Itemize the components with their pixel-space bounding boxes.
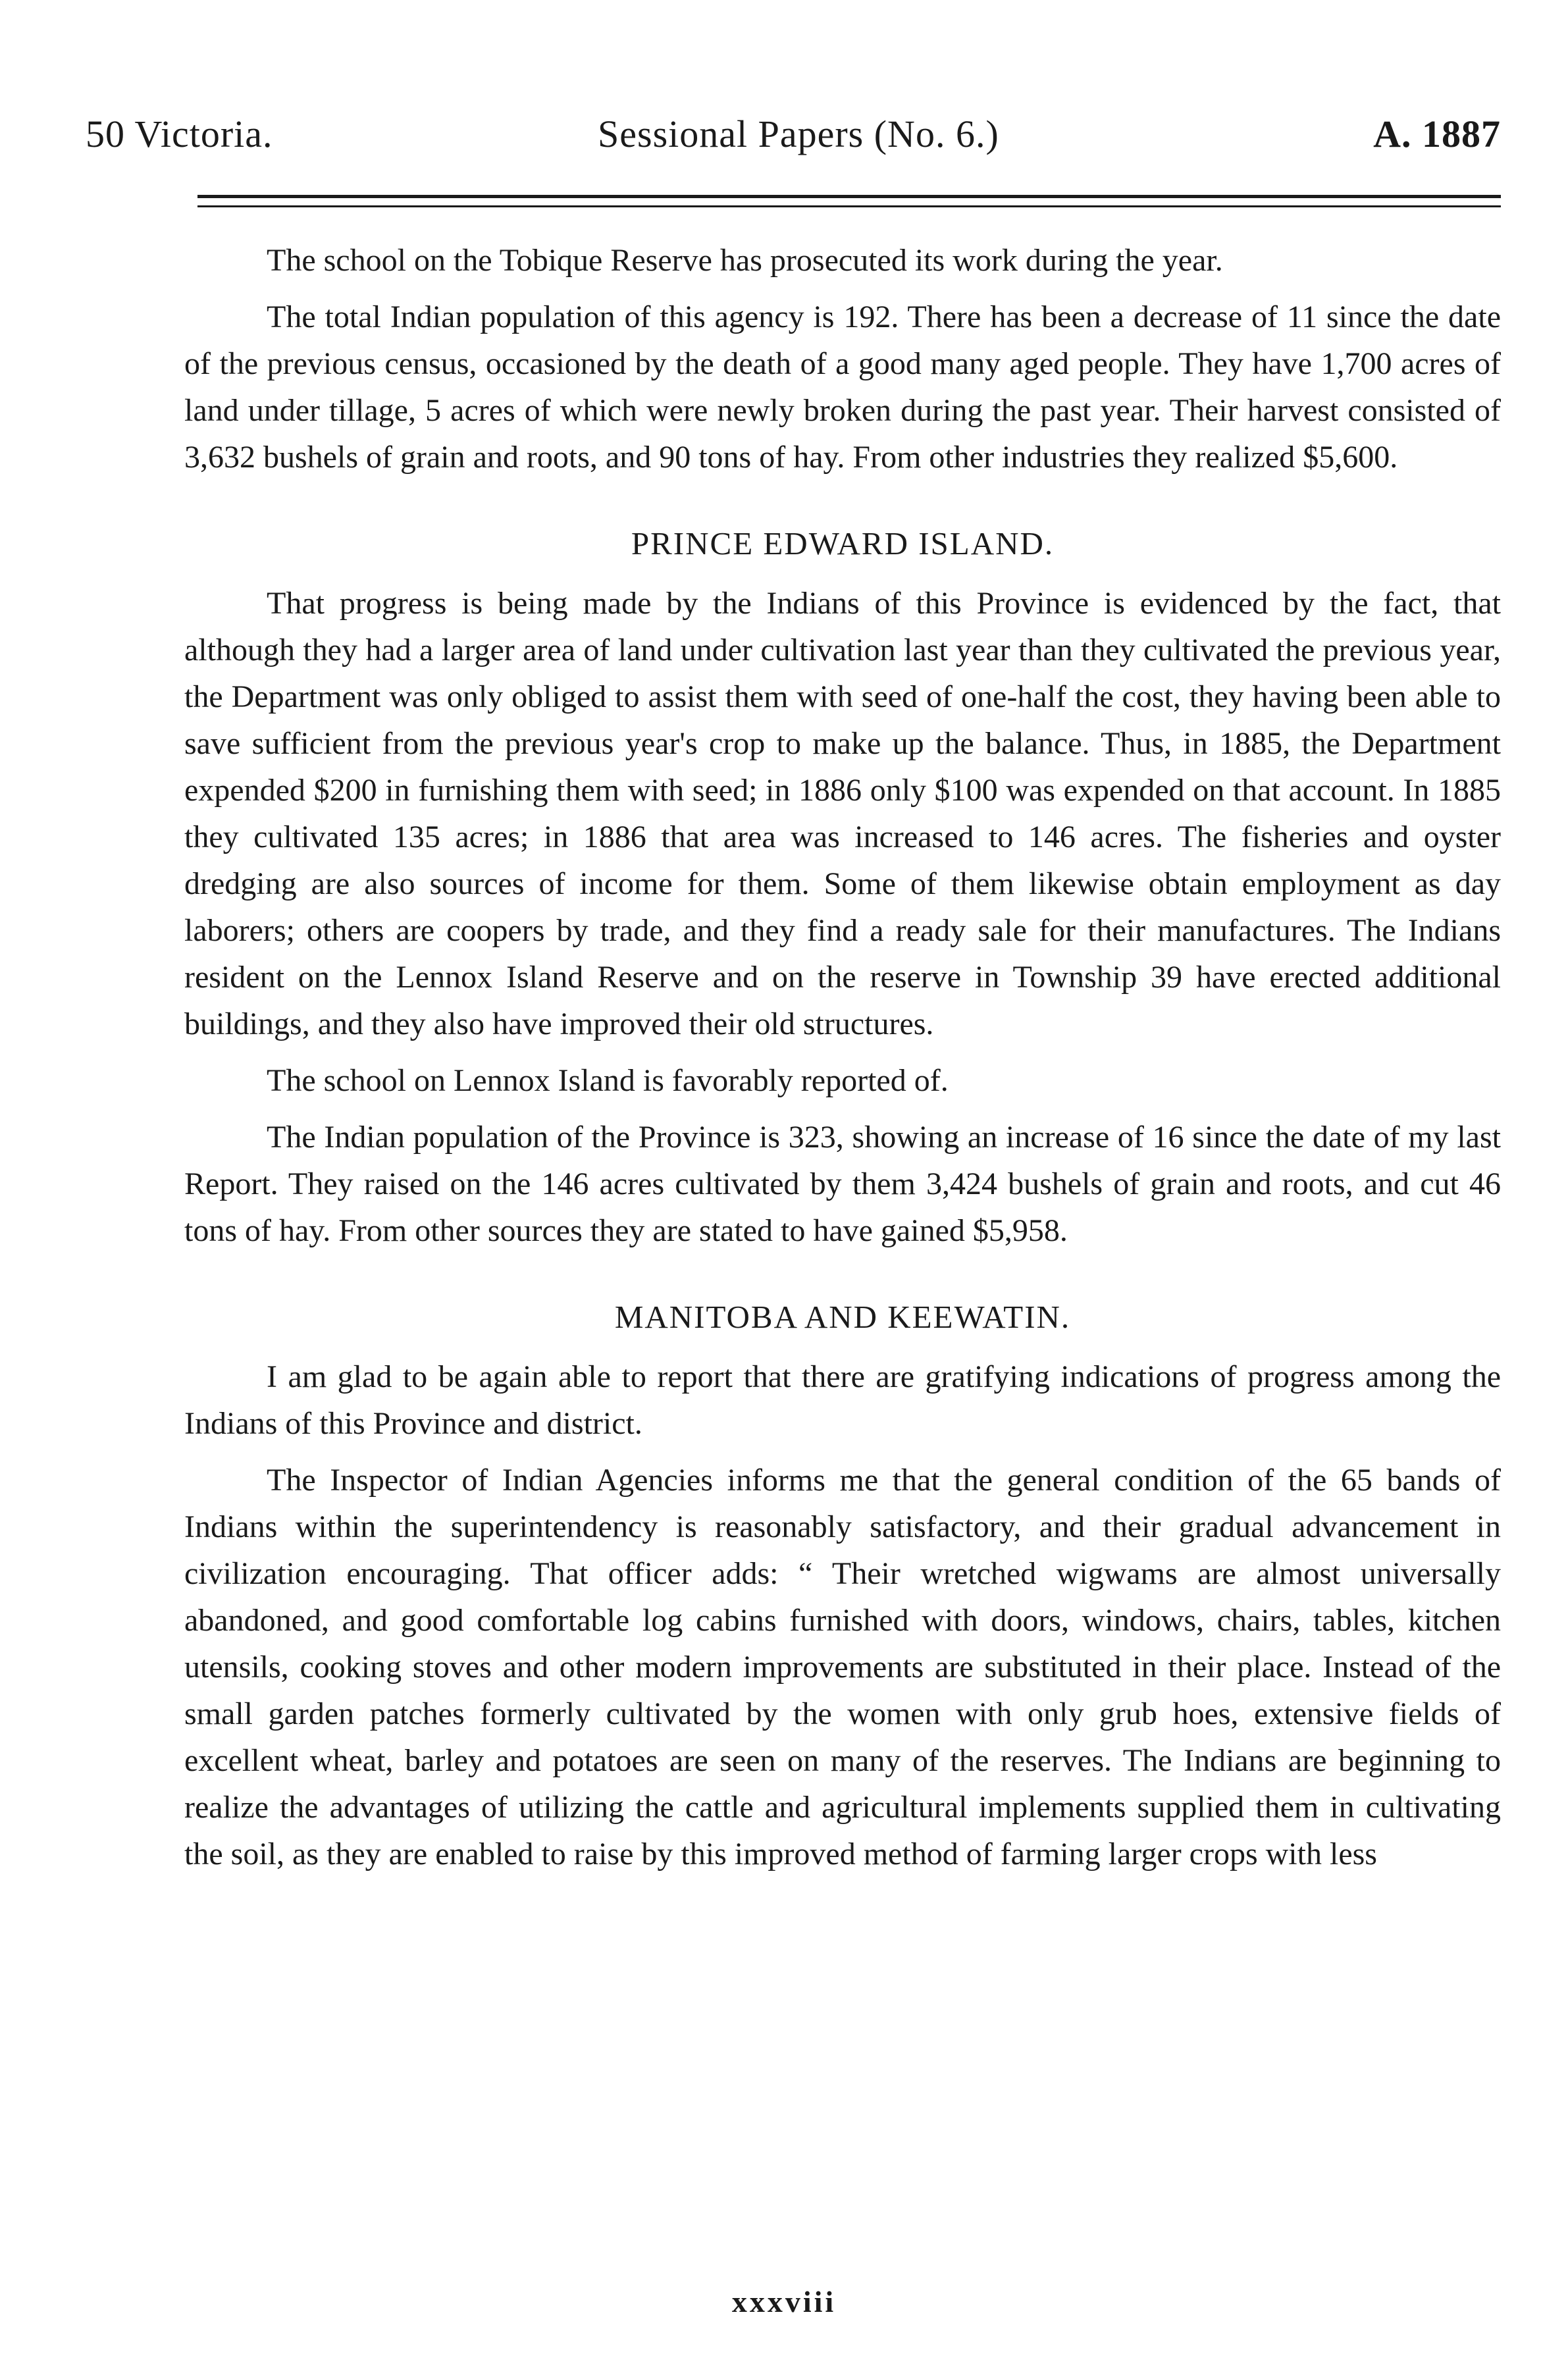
paragraph-lennox-school: The school on Lennox Island is favorably reported of. <box>267 1063 949 1098</box>
header-session: 50 Victoria. <box>86 113 273 155</box>
header-rule-top <box>197 195 1501 198</box>
paragraph-agency-population: The total Indian population of this agency is 192. There has been a decrease of 11 since the date of the previous census, occasioned by the death of a good many aged people. They have 1,700 acres of land under tillage, 5 acres of which were newly broken during the past year. Their harvest consisted of 3,632 bushels of grain and roots, and 90 tons of hay. From other industries they realized $5,600. <box>184 300 1501 475</box>
section-heading-pei: PRINCE EDWARD ISLAND. <box>631 525 1055 562</box>
paragraph-manitoba-intro: I am glad to be again able to report that there are gratifying indications of progress among the Indians of this Province and district. <box>184 1359 1501 1441</box>
header-year: A. 1887 <box>1373 113 1501 155</box>
header-rule-bottom <box>197 205 1501 207</box>
header-title: Sessional Papers (No. 6.) <box>598 113 999 155</box>
page-number: xxxviii <box>731 2285 837 2318</box>
body-text <box>184 237 1501 1887</box>
paragraph-pei-progress: That progress is being made by the Indians of this Province is evidenced by the fact, that although they had a larger area of land under cultivation last year than they cultivated the previous year, the Department was only obliged to assist them with seed of one-half the cost, they having been able to save sufficient from the previous year's crop to make up the balance. Thus, in 1885, the Department expended $200 in furnishing them with seed; in 1886 only $100 was expended on that account. In 1885 they cultivated 135 acres; in 1886 that area was increased to 146 acres. The fisheries and oyster dredging are also sources of income for them. Some of them likewise obtain employment as day laborers; others are coopers by trade, and they find a ready sale for their manufactures. The Indians resident on the Lennox Island Reserve and on the reserve in Township 39 have erected additional buildings, and they also have improved their old structures. <box>184 586 1501 1041</box>
paragraph-tobique-school: The school on the Tobique Reserve has prosecuted its work during the year. <box>267 243 1223 278</box>
running-header <box>86 112 1501 165</box>
paragraph-inspector-report: The Inspector of Indian Agencies informs me that the general condition of the 65 bands of Indians within the superintendency is reasonably satisfactory, and their gradual advancement in civilization encouraging. That officer adds: “ Their wretched wigwams are almost universally abandoned, and good comfortable log cabins furnished with doors, windows, chairs, tables, kitchen utensils, cooking stoves and other modern improvements are substituted in their place. Instead of the small garden patches formerly cultivated by the women with only grub hoes, extensive fields of excellent wheat, barley and potatoes are seen on many of the reserves. The Indians are beginning to realize the advantages of utilizing the cattle and agricultural implements supplied them in cultivating the soil, as they are enabled to raise by this improved method of farming larger crops with less <box>184 1463 1501 1871</box>
section-heading-manitoba: MANITOBA AND KEEWATIN. <box>614 1299 1071 1335</box>
paragraph-pei-population: The Indian population of the Province is 323, showing an increase of 16 since the date of my last Report. They raised on the 146 acres cultivated by them 3,424 bushels of grain and roots, and cut 46 tons of hay. From other sources they are stated to have gained $5,958. <box>184 1120 1501 1248</box>
